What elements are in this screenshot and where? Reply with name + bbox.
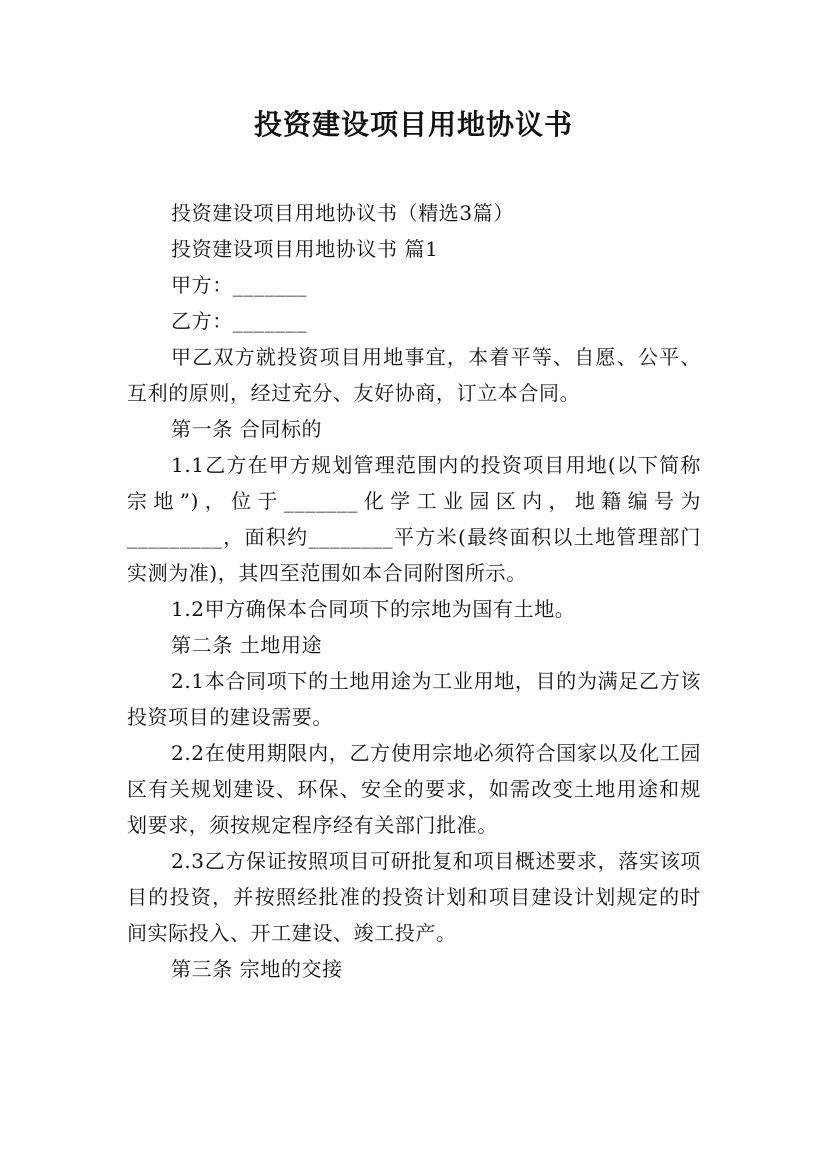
paragraph-article-3-heading: 第三条 宗地的交接 [171, 957, 343, 981]
paragraph-clause-1-1: 1.1乙方在甲方规划管理范围内的投资项目用地(以下简称宗地”)，位于_______化学工业园区内，地籍编号为_________，面积约________平方米(最终面积以土地管理部门实测为准)，其四至范围如本合同附图所示。 [127, 453, 701, 585]
paragraph-preamble: 甲乙双方就投资项目用地事宜，本着平等、自愿、公平、互利的原则，经过充分、友好协商，订立本合同。 [127, 345, 701, 405]
paragraph-clause-1-2: 1.2甲方确保本合同项下的宗地为国有土地。 [171, 597, 576, 621]
paragraph-article-2-heading: 第二条 土地用途 [171, 633, 323, 657]
paragraph-party-b: 乙方：_______ [171, 309, 307, 333]
paragraph-chapter-heading: 投资建设项目用地协议书 篇1 [171, 237, 439, 261]
paragraph-subtitle: 投资建设项目用地协议书（精选3篇） [171, 201, 514, 225]
paragraph-clause-2-1: 2.1本合同项下的土地用途为工业用地，目的为满足乙方该投资项目的建设需要。 [127, 669, 701, 729]
paragraph-clause-2-2: 2.2在使用期限内，乙方使用宗地必须符合国家以及化工园区有关规划建设、环保、安全的要求，如需改变土地用途和规划要求，须按规定程序经有关部门批准。 [127, 741, 701, 837]
paragraph-article-1-heading: 第一条 合同标的 [171, 417, 323, 441]
paragraph-clause-2-3: 2.3乙方保证按照项目可研批复和项目概述要求，落实该项目的投资，并按照经批准的投资计划和项目建设计划规定的时间实际投入、开工建设、竣工投产。 [127, 849, 701, 945]
paragraph-party-a: 甲方：_______ [171, 273, 307, 297]
document-title: 投资建设项目用地协议书 [253, 108, 573, 141]
document-body [127, 195, 701, 987]
